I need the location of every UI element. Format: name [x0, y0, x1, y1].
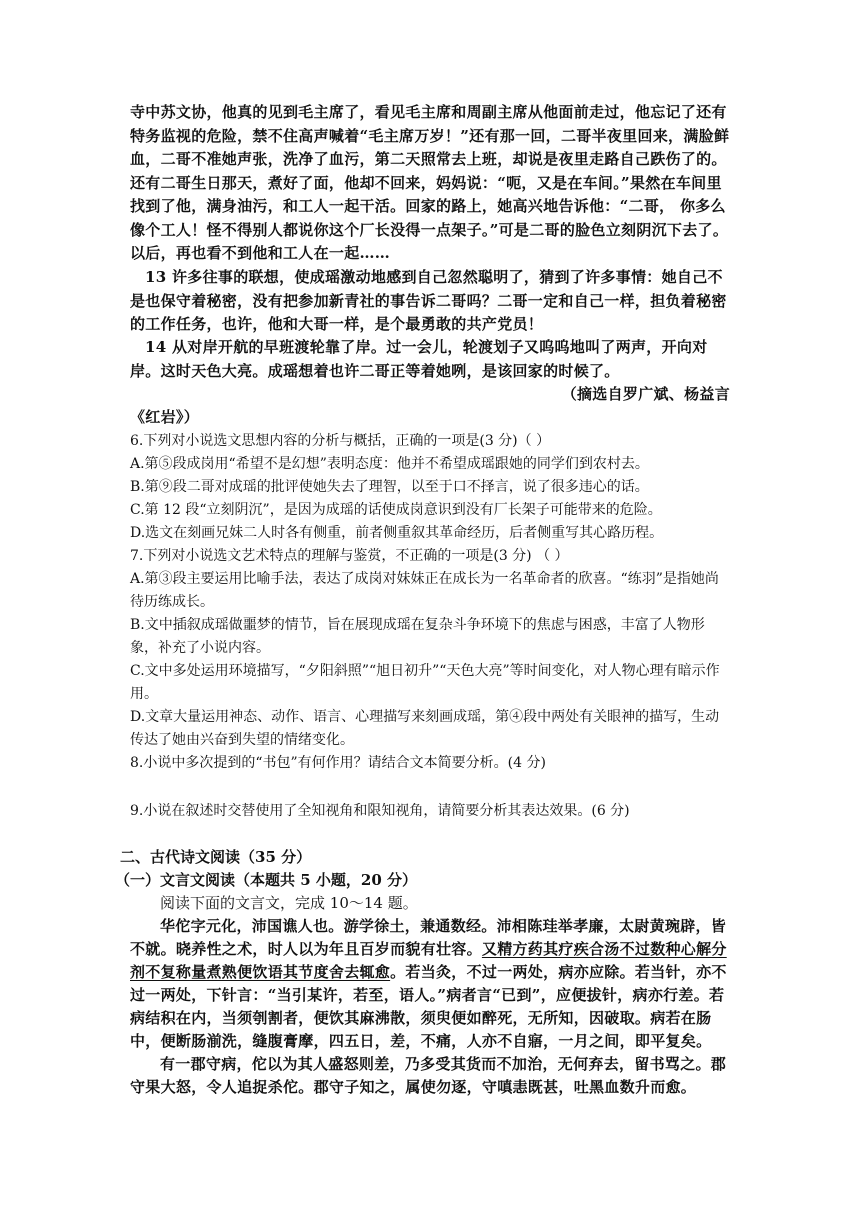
question-7-option-a: A.第③段主要运用比喻手法，表达了成岗对妹妹正在成长为一名革命者的欣喜。“练羽”是指她尚待历练成长。 — [130, 571, 719, 610]
section-2-subtitle: （一）文言文阅读（本题共 5 小题，20 分） — [115, 871, 417, 889]
question-7-option-b: B.文中插叙成瑶做噩梦的情节，旨在展现成瑶在复杂斗争环境下的焦虑与困惑，丰富了人物形象，补充了小说内容。 — [130, 617, 705, 656]
question-6-option-d: D.选文在刻画兄妹二人时各有侧重，前者侧重叙其革命经历，后者侧重写其心路历程。 — [130, 525, 664, 541]
question-6-option-c: C.第 12 段“立刻阴沉”，是因为成瑶的话使成岗意识到没有厂长架子可能带来的危险。 — [130, 502, 662, 518]
classical-paragraph-1-rest: 。若当灸，不过一两处，病亦应除。若当针，亦不过一两处，下针言：“当引某许，若至，语人。”病者言“已到”，应便拔针，病亦行差。若病结积在内，当须刳割者，便饮其麻沸散，须臾便如醉死，无所知，因破取。病若在肠中，便断肠湔洗，缝腹膏摩，四五日，差，不痛，人亦不自寤，一月之间，即平复矣。 — [130, 963, 727, 1050]
passage-paragraph-12: 寺中苏文协，他真的见到毛主席了，看见毛主席和周副主席从他面前走过，他忘记了还有特务监视的危险，禁不住高声喊着“毛主席万岁！”还有那一回，二哥半夜里回来，满脸鲜血，二哥不准她声张，洗净了血污，第二天照常去上班，却说是夜里走路自己跌伤了的。还有二哥生日那天，煮好了面，他却不回来，妈妈说：“呃，又是在车间。”果然在车间里找到了他，满身油污，和工人一起干活。回家的路上，她高兴地告诉他：“二哥， 你多么像个工人！怪不得别人都说你这个厂长没得一点架子。”可是二哥的脸色立刻阴沉下去了。以后，再也看不到他和工人在一起…… — [130, 103, 730, 262]
passage-paragraph-13: 13 许多往事的联想，使成瑶激动地感到自己忽然聪明了，猜到了许多事情：她自己不是也保守着秘密，没有把参加新青社的事告诉二哥吗？二哥一定和自己一样，担负着秘密的工作任务，也许，他和大哥一样，是个最勇敢的共产党员！ — [130, 268, 727, 333]
section-2-title: 二、古代诗文阅读（35 分） — [120, 848, 312, 866]
passage-source-title: 《红岩》） — [130, 408, 200, 426]
classical-paragraph-1-text: 华佗字元化，沛国谯人也。游学徐土，兼通数经。沛相陈珪举孝廉，太尉黄琬辟，皆不就。晓养性之术，时人以为年且百岁而貌有壮容。 — [130, 917, 727, 958]
passage-source: （摘选自罗广斌、杨益言 — [561, 385, 730, 403]
question-6-option-a: A.第⑤段成岗用“希望不是幻想”表明态度：他并不希望成瑶跟她的同学们到农村去。 — [130, 456, 649, 472]
question-7-option-c: C.文中多处运用环境描写，“夕阳斜照”“旭日初升”“天色大亮”等时间变化，对人物心理有暗示作用。 — [130, 663, 720, 702]
question-7: 7.下列对小说选文艺术特点的理解与鉴赏，不正确的一项是(3 分) （ ） — [130, 548, 569, 564]
classical-paragraph-2: 有一郡守病，佗以为其人盛怒则差，乃多受其货而不加治，无何弃去，留书骂之。郡守果大怒，令人追捉杀佗。郡守子知之，属使勿逐，守嗔恚既甚，吐黑血数升而愈。 — [130, 1055, 727, 1096]
question-6: 6.下列对小说选文思想内容的分析与概括，正确的一项是(3 分)（ ） — [130, 433, 551, 449]
question-7-option-d: D.文章大量运用神态、动作、语言、心理描写来刻画成瑶，第④段中两处有关眼神的描写，生动传达了她由兴奋到失望的情绪变化。 — [130, 709, 720, 748]
passage-paragraph-14: 14 从对岸开航的早班渡轮靠了岸。过一会儿，轮渡划子又呜呜地叫了两声，开向对岸。这时天色大亮。成瑶想着也许二哥正等着她咧，是该回家的时候了。 — [130, 338, 708, 380]
classical-instruction: 阅读下面的文言文，完成 10～14 题。 — [160, 894, 418, 912]
classical-underlined-sentence: 又精方药其疗疾合汤不过数种心解分剂不复称量煮熟便饮语其节度舍去辄愈 — [130, 940, 727, 981]
classical-paragraph-1 — [130, 915, 730, 1053]
question-6-option-b: B.第⑨段二哥对成瑶的批评使她失去了理智，以至于口不择言，说了很多违心的话。 — [130, 479, 649, 495]
question-8: 8.小说中多次提到的“书包”有何作用？请结合文本简要分析。(4 分) — [130, 755, 546, 771]
question-9: 9.小说在叙述时交替使用了全知视角和限知视角，请简要分析其表达效果。(6 分) — [130, 803, 630, 819]
